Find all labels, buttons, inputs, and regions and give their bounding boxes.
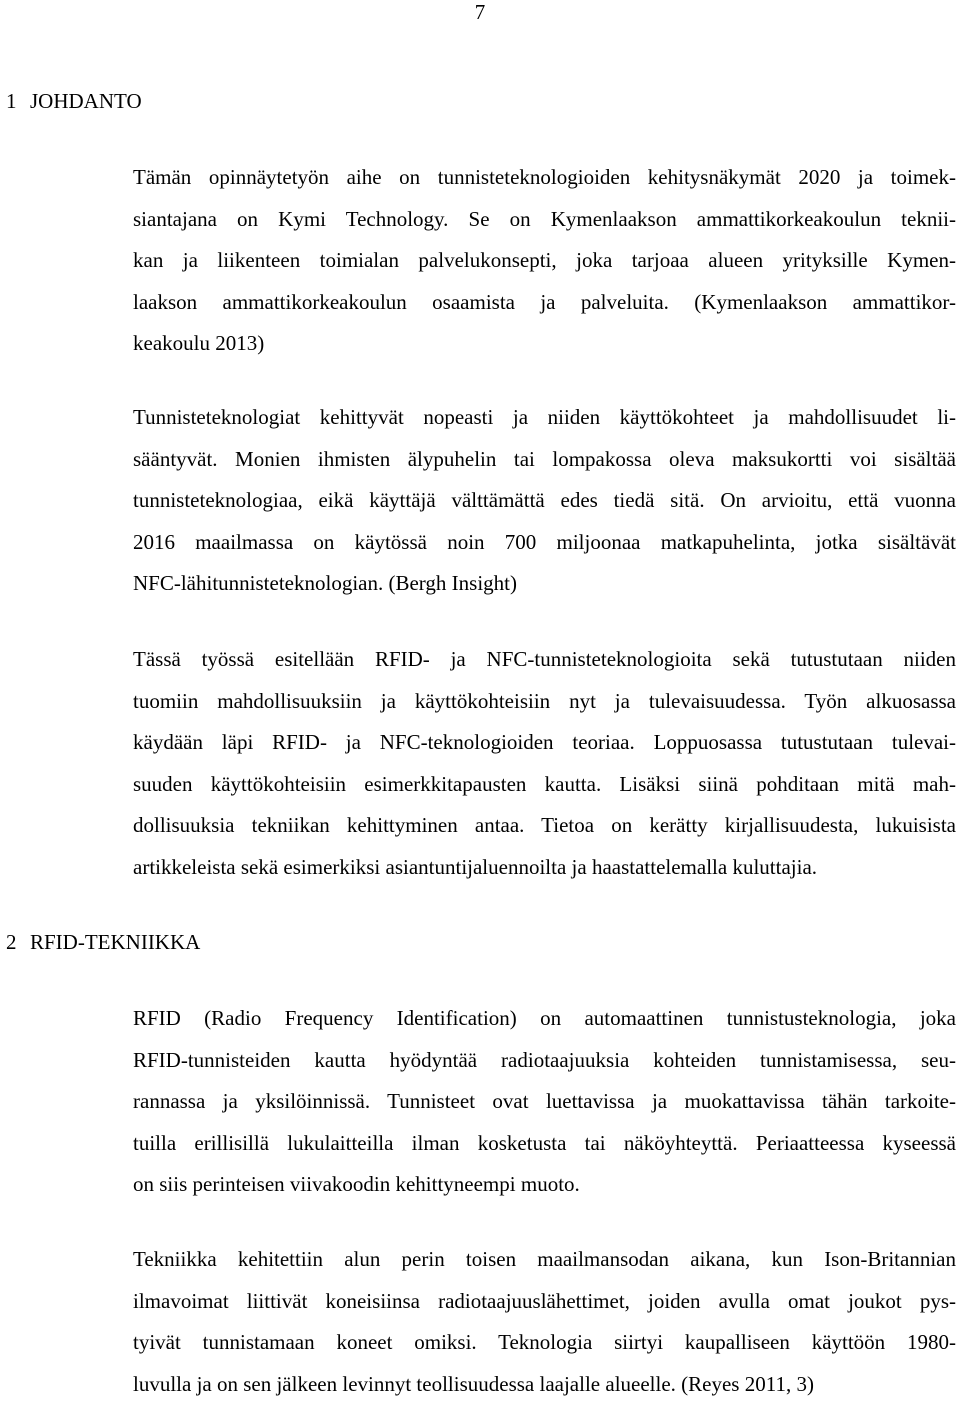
paragraph-line: Tässä työssä esitellään RFID- ja NFC-tunnisteteknologioita sekä tutustutaan niiden: [133, 647, 956, 671]
paragraph-1-1: [133, 157, 956, 365]
paragraph-line: luvulla ja on sen jälkeen levinnyt teollisuudessa laajalle alueelle. (Reyes 2011, 3): [133, 1371, 814, 1396]
section-number: 1: [6, 89, 17, 113]
paragraph-line: 2016 maailmassa on käytössä noin 700 miljoonaa matkapuhelinta, jotka sisältävät: [133, 529, 956, 554]
page-number: 7: [474, 0, 486, 24]
paragraph-line: rannassa ja yksilöinnissä. Tunnisteet ovat luettavissa ja muokattavissa tähän tarkoite-: [133, 1089, 956, 1114]
paragraph-1-3: [133, 639, 956, 889]
paragraph-line: Tämän opinnäytetyön aihe on tunnisteteknologioiden kehitysnäkymät 2020 ja toimek-: [133, 165, 956, 189]
paragraph-line: ilmavoimat liittivät koneisiinsa radiotaajuuslähettimet, joiden avulla omat joukot pys-: [133, 1288, 956, 1313]
paragraph-line: NFC-lähitunnisteteknologian. (Bergh Insight): [133, 571, 517, 596]
paragraph-line: tunnisteteknologiaa, eikä käyttäjä välttämättä edes tiedä sitä. On arvioitu, että vuonna: [133, 488, 956, 513]
paragraph-line: suuden käyttökohteisiin esimerkkitapausten kautta. Lisäksi siinä pohditaan mitä mah-: [133, 771, 956, 796]
section-number: 2: [6, 930, 17, 954]
paragraph-line: artikkeleista sekä esimerkiksi asiantuntijaluennoilta ja haastattelemalla kuluttajia.: [133, 854, 818, 879]
paragraph-line: siantajana on Kymi Technology. Se on Kymenlaakson ammattikorkeakoulun teknii-: [133, 206, 956, 231]
paragraph-line: kan ja liikenteen toimialan palvelukonsepti, joka tarjoaa alueen yrityksille Kymen-: [133, 248, 956, 273]
paragraph-line: käydään läpi RFID- ja NFC-teknologioiden teoriaa. Loppuosassa tutustutaan tulevai-: [133, 730, 956, 755]
paragraph-line: RFID (Radio Frequency Identification) on automaattinen tunnistusteknologia, joka: [133, 1006, 956, 1030]
section-title: RFID-TEKNIIKKA: [30, 930, 201, 954]
paragraph-line: tuilla erillisillä lukulaitteilla ilman kosketusta tai näköyhteyttä. Periaatteessa kyseessä: [133, 1130, 956, 1155]
paragraph-line: laakson ammattikorkeakoulun osaamista ja palveluita. (Kymenlaakson ammattikor-: [133, 289, 956, 314]
section-title: JOHDANTO: [30, 89, 142, 113]
paragraph-line: Tekniikka kehitettiin alun perin toisen maailmansodan aikana, kun Ison-Britannian: [133, 1247, 956, 1271]
paragraph-line: tyivät tunnistamaan koneet omiksi. Teknologia siirtyi kaupalliseen käyttöön 1980-: [133, 1330, 956, 1355]
paragraph-line: dollisuuksia tekniikan kehittyminen antaa. Tietoa on kerätty kirjallisuudesta, lukuisista: [133, 813, 956, 838]
paragraph-line: tuomiin mahdollisuuksiin ja käyttökohteisiin nyt ja tulevaisuudessa. Työn alkuosassa: [133, 688, 956, 713]
section-heading-johdanto: [6, 89, 142, 113]
paragraph-2-1: [133, 998, 956, 1206]
paragraph-line: Tunnisteteknologiat kehittyvät nopeasti ja niiden käyttökohteet ja mahdollisuudet li-: [133, 405, 956, 429]
paragraph-2-2: [133, 1239, 956, 1405]
paragraph-line: sääntyvät. Monien ihmisten älypuhelin tai lompakossa oleva maksukortti voi sisältää: [133, 446, 956, 471]
paragraph-line: RFID-tunnisteiden kautta hyödyntää radiotaajuuksia kohteiden tunnistamisessa, seu-: [133, 1047, 956, 1072]
paragraph-line: on siis perinteisen viivakoodin kehittyneempi muoto.: [133, 1172, 580, 1197]
paragraph-line: keakoulu 2013): [133, 331, 265, 356]
section-heading-rfid-tekniikka: [6, 930, 200, 954]
paragraph-1-2: [133, 397, 956, 605]
